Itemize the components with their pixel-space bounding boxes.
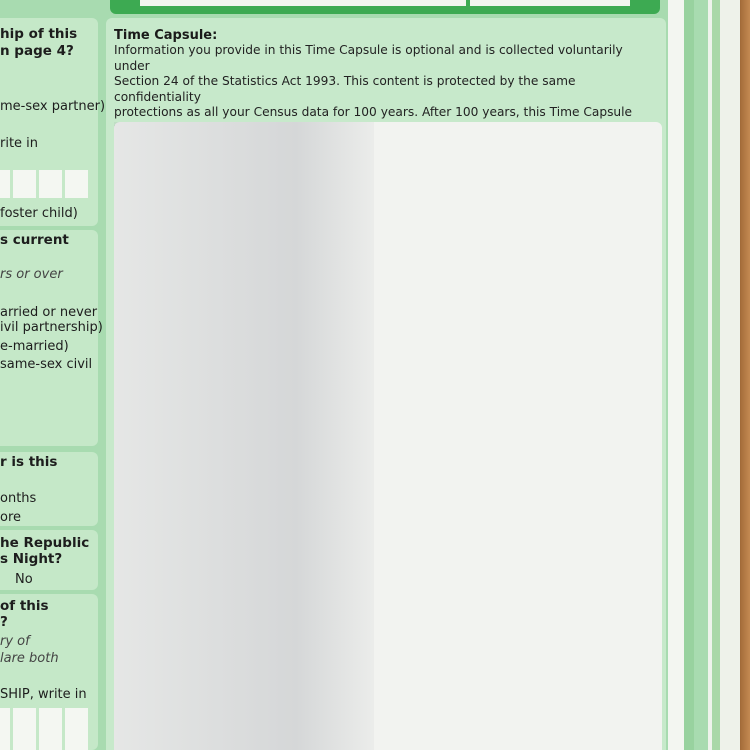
q1-write-in-box[interactable]: [0, 170, 10, 198]
q2-option-2: ivil partnership): [0, 320, 103, 335]
q3-option-2: ore: [0, 510, 22, 525]
form-green-border: [684, 0, 694, 750]
time-capsule-title: Time Capsule:: [114, 28, 218, 43]
q2-option-4: same-sex civil: [0, 357, 93, 372]
q5-title-line1: of this: [0, 598, 49, 614]
q4-option-no[interactable]: No: [15, 572, 33, 587]
q2-option-1: arried or never: [0, 305, 98, 320]
q1-write-in-box[interactable]: [39, 170, 62, 198]
q3-option-1: onths: [0, 491, 37, 506]
q1-option-foster: foster child): [0, 206, 78, 221]
q1-title-line1: hip of this: [0, 26, 78, 42]
q1-write-in-box[interactable]: [13, 170, 36, 198]
photo-shadow: [114, 122, 374, 750]
q5-hint-1: ry of: [0, 634, 30, 649]
q5-hint-2: lare both: [0, 651, 59, 666]
q1-option-partner: me-sex partner): [0, 99, 106, 114]
instructions-line: Information you provide in this Time Capsule is optional and is collected voluntarily under: [114, 43, 623, 73]
top-answer-box-2[interactable]: [470, 0, 630, 6]
q4-title-line1: he Republic: [0, 535, 90, 551]
top-answer-box-1[interactable]: [140, 0, 466, 6]
q2-option-3: e-married): [0, 339, 69, 354]
q5-write-in-label: SHIP, write in: [0, 687, 87, 702]
q5-write-in-box[interactable]: [39, 708, 62, 750]
q1-title-line2: n page 4?: [0, 43, 74, 59]
q3-title: r is this: [0, 454, 58, 470]
q2-hint: rs or over: [0, 267, 63, 282]
q5-write-in-box[interactable]: [0, 708, 10, 750]
question-panel-marital-status: [0, 230, 98, 446]
q4-title-line2: s Night?: [0, 551, 63, 567]
instructions-line: protections as all your Census data for 100 years. After 100 years, this Time Capsule: [114, 105, 633, 120]
q1-write-in-label: rite in: [0, 136, 39, 151]
q5-write-in-box[interactable]: [65, 708, 88, 750]
q5-title-line2: ?: [0, 614, 8, 630]
q5-write-in-box[interactable]: [13, 708, 36, 750]
q1-write-in-box[interactable]: [65, 170, 88, 198]
q2-title: s current: [0, 232, 69, 248]
underlying-sheet-stripe: [712, 0, 720, 750]
instructions-line: Section 24 of the Statistics Act 1993. This content is protected by the same confidentiality: [114, 74, 576, 104]
